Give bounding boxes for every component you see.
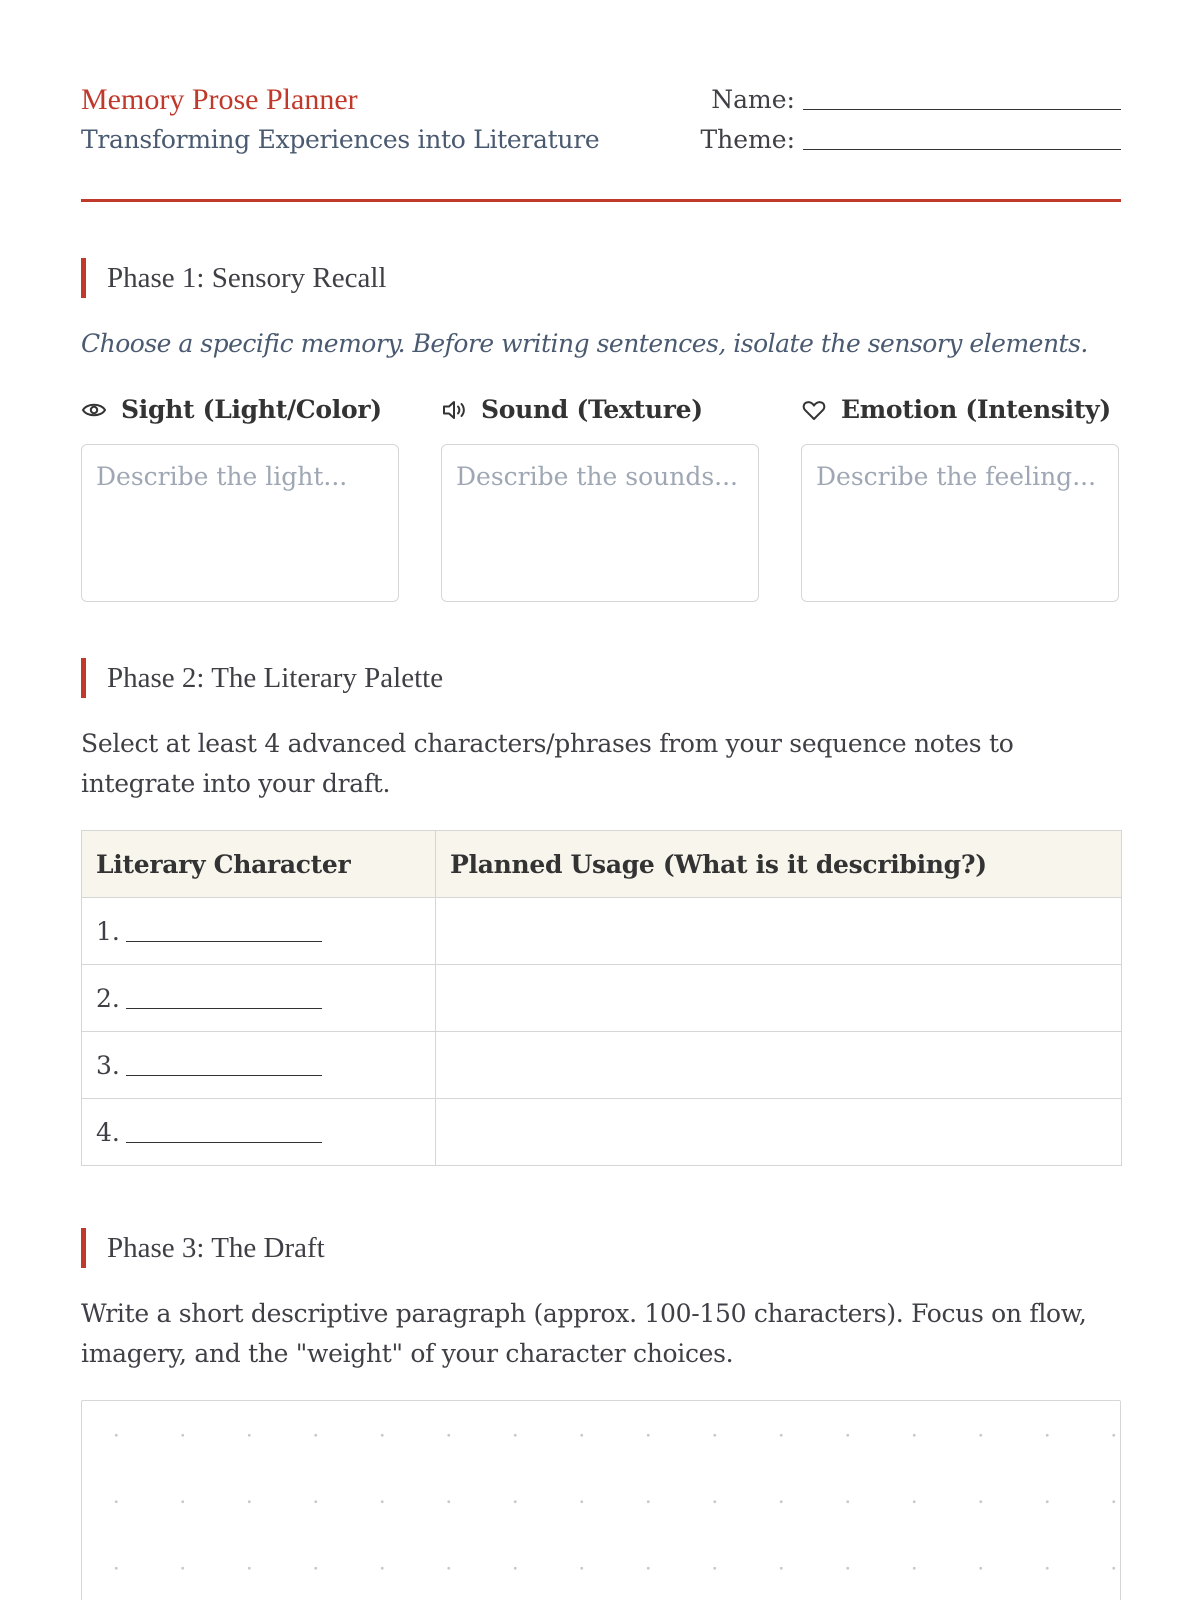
phase-2-heading xyxy=(81,658,443,698)
phase-accent-bar xyxy=(81,1228,86,1268)
phase-1-title: Phase 1: Sensory Recall xyxy=(107,262,387,294)
phase-1-heading xyxy=(81,258,386,298)
row-number: 2. xyxy=(96,983,120,1013)
sense-emotion-text: Emotion (Intensity) xyxy=(841,395,1111,424)
sense-emotion xyxy=(801,390,1121,430)
header-divider xyxy=(81,199,1121,202)
character-cell[interactable] xyxy=(82,1032,436,1099)
phase-accent-bar xyxy=(81,258,86,298)
sound-description-input[interactable] xyxy=(441,444,759,602)
heart-icon xyxy=(801,397,827,423)
name-blank-line[interactable] xyxy=(803,109,1121,110)
theme-label: Theme: xyxy=(700,125,795,154)
worksheet-page xyxy=(81,0,1121,1600)
character-blank-line[interactable] xyxy=(126,1008,322,1009)
character-blank-line[interactable] xyxy=(126,1142,322,1143)
worksheet-title: Memory Prose Planner xyxy=(81,83,358,116)
table-row xyxy=(82,965,1122,1032)
sense-sound xyxy=(441,390,761,430)
literary-palette-table xyxy=(81,830,1122,1166)
usage-cell[interactable] xyxy=(436,965,1122,1032)
phase-2-title: Phase 2: The Literary Palette xyxy=(107,662,444,694)
name-label: Name: xyxy=(711,85,795,114)
sense-emotion-label xyxy=(801,390,1121,430)
character-blank-line[interactable] xyxy=(126,941,322,942)
character-cell[interactable] xyxy=(82,965,436,1032)
character-cell[interactable] xyxy=(82,1099,436,1166)
character-cell[interactable] xyxy=(82,898,436,965)
column-header-usage: Planned Usage (What is it describing?) xyxy=(436,831,1122,898)
table-header-row xyxy=(82,831,1122,898)
phase-3-title: Phase 3: The Draft xyxy=(107,1232,325,1264)
theme-field[interactable] xyxy=(701,122,1122,158)
worksheet-header xyxy=(81,82,1121,162)
table-row xyxy=(82,1099,1122,1166)
speaker-icon xyxy=(441,397,467,423)
sense-sight xyxy=(81,390,401,430)
phase-3-heading xyxy=(81,1228,325,1268)
sense-sight-label xyxy=(81,390,401,430)
character-blank-line[interactable] xyxy=(126,1075,322,1076)
sense-sight-text: Sight (Light/Color) xyxy=(121,395,382,424)
table-row xyxy=(82,898,1122,965)
row-number: 3. xyxy=(96,1050,120,1080)
eye-icon xyxy=(81,397,107,423)
phase-accent-bar xyxy=(81,658,86,698)
row-number: 4. xyxy=(96,1117,120,1147)
name-field[interactable] xyxy=(711,82,1121,118)
emotion-description-input[interactable] xyxy=(801,444,1119,602)
table-row xyxy=(82,1032,1122,1099)
phase-3-instruction: Write a short descriptive paragraph (approx. 100-150 characters). Focus on flow, imagery, and the "weight" of your character choices. xyxy=(81,1299,1087,1368)
column-header-character: Literary Character xyxy=(82,831,436,898)
sense-sound-label xyxy=(441,390,761,430)
row-number: 1. xyxy=(96,916,120,946)
sense-sound-text: Sound (Texture) xyxy=(481,395,703,424)
theme-blank-line[interactable] xyxy=(803,149,1121,150)
draft-writing-area[interactable] xyxy=(81,1400,1121,1600)
usage-cell[interactable] xyxy=(436,1032,1122,1099)
sight-description-input[interactable] xyxy=(81,444,399,602)
phase-2-instruction: Select at least 4 advanced characters/phrases from your sequence notes to integrate into your draft. xyxy=(81,729,1014,798)
usage-cell[interactable] xyxy=(436,1099,1122,1166)
phase-1-instruction: Choose a specific memory. Before writing sentences, isolate the sensory elements. xyxy=(81,329,1088,358)
worksheet-subtitle: Transforming Experiences into Literature xyxy=(81,125,600,154)
usage-cell[interactable] xyxy=(436,898,1122,965)
